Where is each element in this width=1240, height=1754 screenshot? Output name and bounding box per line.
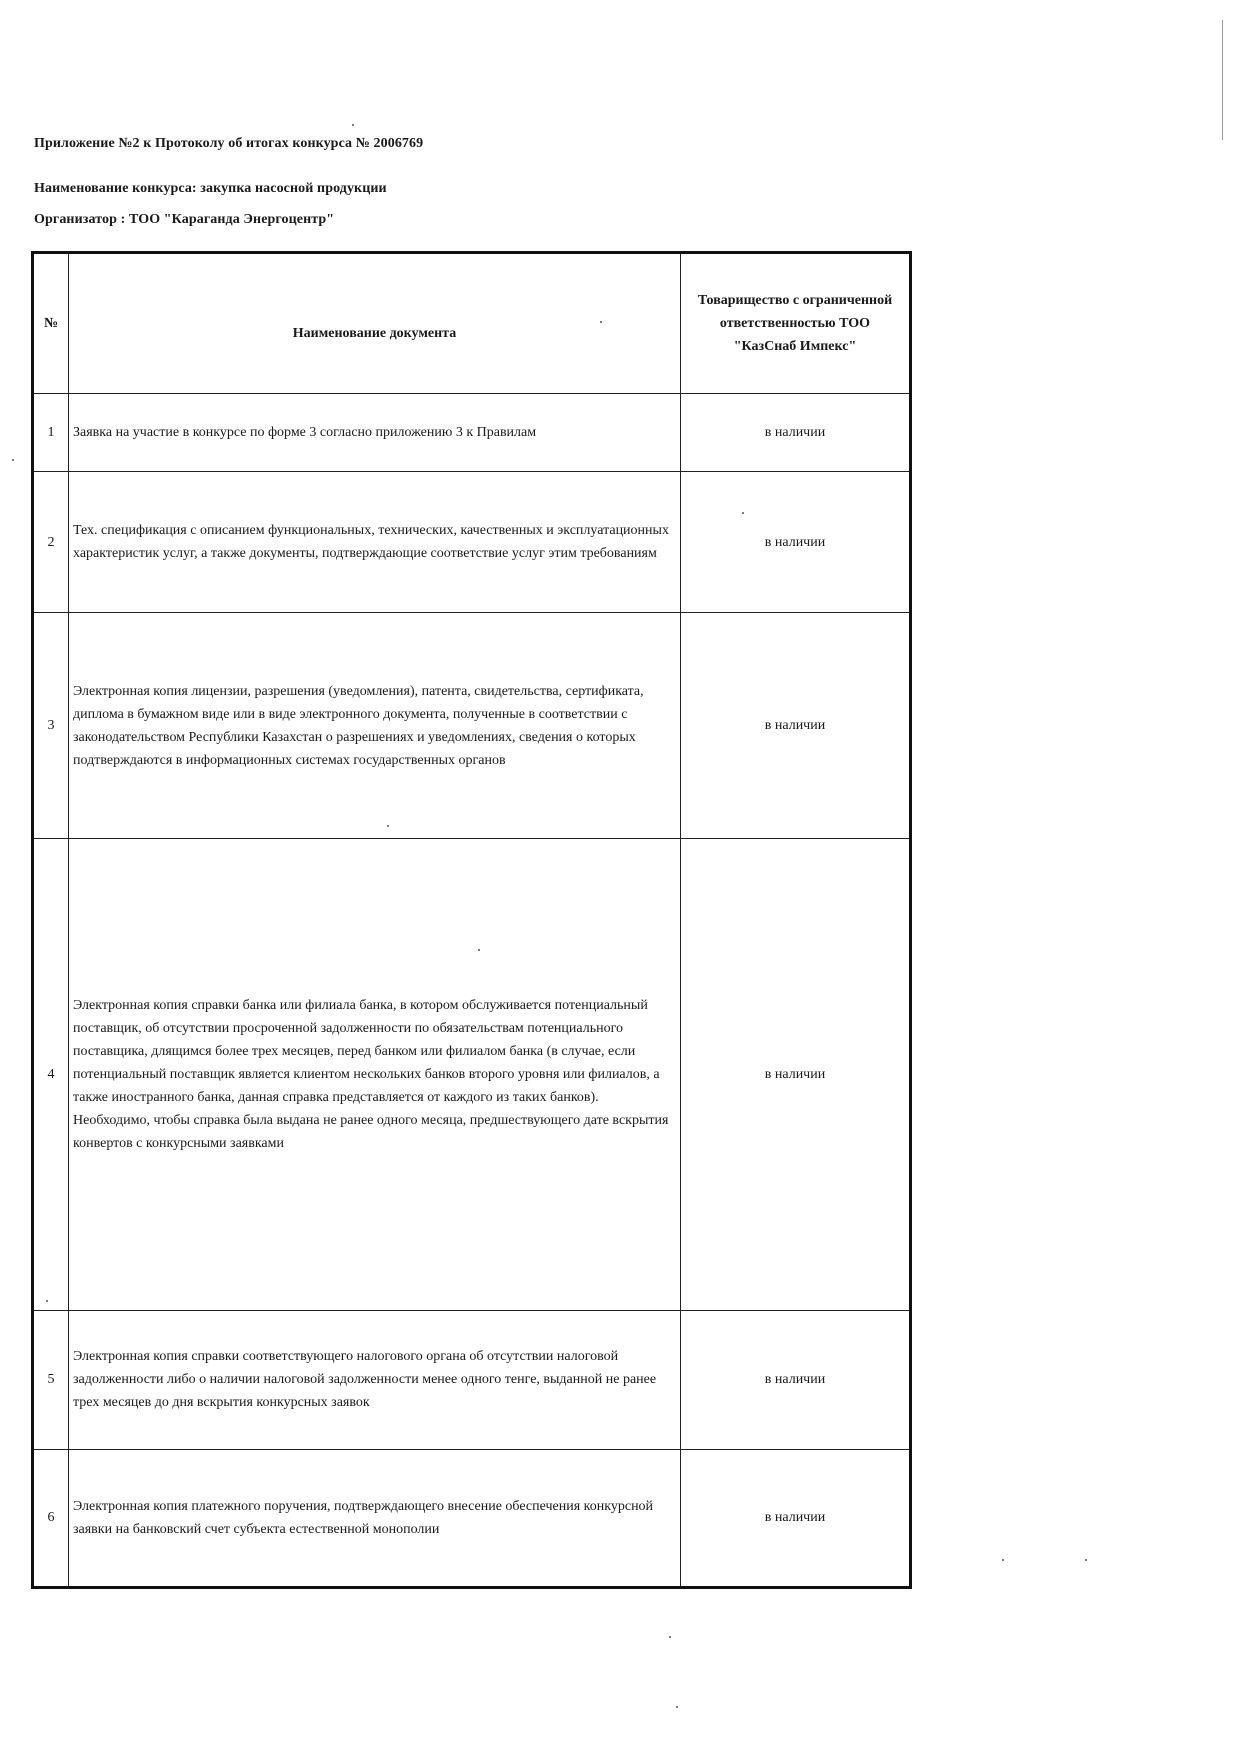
- row-document-name: Электронная копия платежного поручения, подтверждающего внесение обеспечения конкурсной заявки на банковский счет субъекта естественной монополии: [69, 1449, 681, 1587]
- column-header-supplier: Товарищество с ограниченной ответственностью ТОО "КазСнаб Импекс": [681, 253, 911, 394]
- row-num: 5: [33, 1311, 69, 1449]
- row-status: в наличии: [681, 1449, 911, 1587]
- table-row: [33, 612, 911, 839]
- row-status: в наличии: [681, 394, 911, 472]
- table-header-row: [33, 253, 911, 394]
- row-status: в наличии: [681, 612, 911, 839]
- column-header-num: №: [33, 253, 69, 394]
- row-num: 6: [33, 1449, 69, 1587]
- table-row: [33, 472, 911, 612]
- scan-speck: [12, 459, 14, 461]
- table-row: [33, 394, 911, 472]
- scan-speck: [478, 949, 480, 951]
- tender-name: Наименование конкурса: закупка насосной продукции: [34, 181, 387, 196]
- scan-speck: [46, 1300, 48, 1302]
- scan-speck: [742, 512, 744, 514]
- row-status: в наличии: [681, 1311, 911, 1449]
- table-row: [33, 839, 911, 1311]
- row-num: 3: [33, 612, 69, 839]
- scan-speck: [600, 321, 602, 323]
- row-num: 1: [33, 394, 69, 472]
- scan-edge-mark: [1222, 20, 1223, 140]
- row-document-name: Заявка на участие в конкурсе по форме 3 согласно приложению 3 к Правилам: [69, 394, 681, 472]
- row-num: 2: [33, 472, 69, 612]
- column-header-document-name: Наименование документа: [69, 253, 681, 394]
- scan-speck: [676, 1706, 678, 1708]
- organizer: Организатор : ТОО "Караганда Энергоцентр": [34, 212, 335, 227]
- row-status: в наличии: [681, 472, 911, 612]
- scan-speck: [669, 1636, 671, 1638]
- table-row: [33, 1449, 911, 1587]
- row-status: в наличии: [681, 839, 911, 1311]
- appendix-title: Приложение №2 к Протоколу об итогах конкурса № 2006769: [34, 136, 424, 151]
- table-row: [33, 1311, 911, 1449]
- row-num: 4: [33, 839, 69, 1311]
- scan-speck: [1002, 1559, 1004, 1561]
- row-document-name: Тех. спецификация с описанием функциональных, технических, качественных и эксплуатационных характеристик услуг, а также документы, подтверждающие соответствие услуг этим требованиям: [69, 472, 681, 612]
- scan-speck: [352, 124, 354, 126]
- scan-speck: [387, 825, 389, 827]
- row-document-name: Электронная копия справки соответствующего налогового органа об отсутствии налоговой задолженности либо о наличии налоговой задолженности менее одного тенге, выданной не ранее трех месяцев до дня вскрытия конкурсных заявок: [69, 1311, 681, 1449]
- row-document-name: Электронная копия справки банка или филиала банка, в котором обслуживается потенциальный поставщик, об отсутствии просроченной задолженности по обязательствам потенциального поставщика, длящимся более трех месяцев, перед банком или филиалом банка (в случае, если потенциальный поставщик является клиентом нескольких банков второго уровня или филиалов, а также иностранного банка, данная справка представляется от каждого из таких банков). Необходимо, чтобы справка была выдана не ранее одного месяца, предшествующего дате вскрытия конвертов с конкурсными заявками: [69, 839, 681, 1311]
- documents-table: [31, 251, 912, 1589]
- row-document-name: Электронная копия лицензии, разрешения (уведомления), патента, свидетельства, сертификата, диплома в бумажном виде или в виде электронного документа, полученные в соответствии с законодательством Республики Казахстан о разрешениях и уведомлениях, сведения о которых подтверждаются в информационных системах государственных органов: [69, 612, 681, 839]
- scan-speck: [1085, 1559, 1087, 1561]
